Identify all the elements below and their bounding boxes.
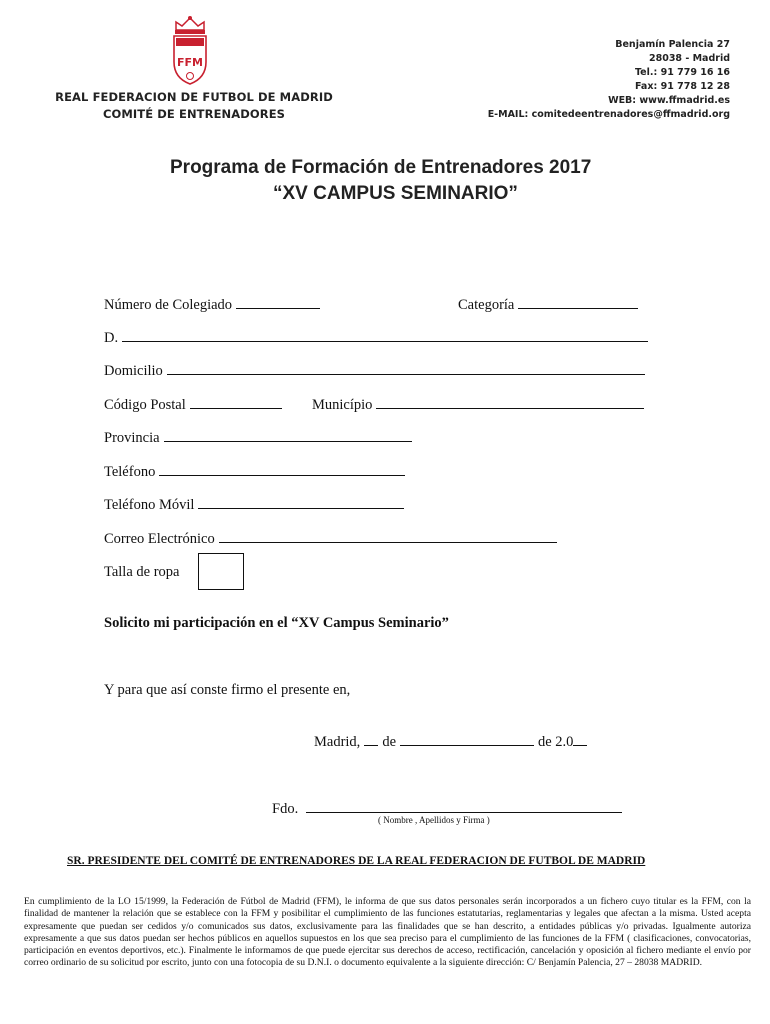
- ffm-crest-logo: [168, 14, 212, 88]
- domicilio-label: Domicilio: [104, 363, 163, 379]
- solicito-text: Solicito mi participación en el “XV Campus Seminario”: [104, 615, 449, 631]
- day-line[interactable]: [364, 733, 378, 746]
- field-categoria[interactable]: [458, 296, 638, 314]
- field-telefono-movil[interactable]: [104, 496, 404, 514]
- municipio-line[interactable]: [376, 396, 644, 409]
- de-label: de: [382, 734, 396, 750]
- conste-text: Y para que así conste firmo el presente en,: [104, 682, 351, 698]
- madrid-label: Madrid,: [314, 734, 361, 750]
- contact-web: WEB: www.ffmadrid.es: [608, 95, 730, 106]
- correo-line[interactable]: [219, 530, 557, 543]
- field-domicilio[interactable]: [104, 362, 645, 380]
- field-municipio[interactable]: [312, 396, 644, 414]
- field-telefono[interactable]: [104, 463, 405, 481]
- numero-colegiado-label: Número de Colegiado: [104, 297, 233, 313]
- contact-address: Benjamín Palencia 27: [615, 39, 730, 50]
- field-numero-colegiado[interactable]: [104, 296, 320, 314]
- year-prefix: de 2.0: [538, 734, 574, 750]
- codigo-postal-label: Código Postal: [104, 397, 186, 413]
- correo-label: Correo Electrónico: [104, 531, 215, 547]
- contact-phone: Tel.: 91 779 16 16: [634, 67, 730, 78]
- contact-block: [488, 38, 730, 122]
- d-label: D.: [104, 330, 119, 346]
- telefono-movil-label: Teléfono Móvil: [104, 497, 195, 513]
- talla-label: Talla de ropa: [104, 564, 180, 580]
- contact-email: E-MAIL: comitedeentrenadores@ffmadrid.org: [487, 109, 730, 120]
- page-subtitle: “XV CAMPUS SEMINARIO”: [273, 183, 518, 204]
- field-provincia[interactable]: [104, 429, 412, 447]
- telefono-line[interactable]: [159, 463, 405, 476]
- contact-fax: Fax: 91 778 12 28: [635, 81, 730, 92]
- month-line[interactable]: [400, 733, 534, 746]
- field-codigo-postal[interactable]: [104, 396, 282, 414]
- talla-box[interactable]: [198, 553, 244, 590]
- org-name: REAL FEDERACION DE FUTBOL DE MADRID: [55, 90, 333, 104]
- fecha-line[interactable]: [314, 733, 587, 751]
- municipio-label: Município: [312, 397, 373, 413]
- numero-colegiado-line[interactable]: [236, 296, 320, 309]
- d-line[interactable]: [122, 329, 648, 342]
- field-d[interactable]: [104, 329, 648, 347]
- codigo-postal-line[interactable]: [190, 396, 282, 409]
- categoria-line[interactable]: [518, 296, 638, 309]
- contact-city: 28038 - Madrid: [648, 53, 730, 64]
- domicilio-line[interactable]: [167, 362, 645, 375]
- crest-letters: FFM: [177, 56, 203, 69]
- field-correo[interactable]: [104, 530, 557, 548]
- page-title: Programa de Formación de Entrenadores 2017: [170, 157, 592, 178]
- provincia-line[interactable]: [164, 429, 412, 442]
- fdo-label: Fdo.: [272, 801, 299, 817]
- year-line[interactable]: [573, 733, 587, 746]
- addressee: SR. PRESIDENTE DEL COMITÉ DE ENTRENADORES DE LA REAL FEDERACION DE FUTBOL DE MADRID: [67, 855, 646, 867]
- signature-line[interactable]: [306, 800, 622, 813]
- signature-hint: ( Nombre , Apellidos y Firma ): [378, 815, 490, 825]
- telefono-label: Teléfono: [104, 464, 156, 480]
- telefono-movil-line[interactable]: [198, 496, 404, 509]
- categoria-label: Categoría: [458, 297, 515, 313]
- legal-notice: En cumplimiento de la LO 15/1999, la Federación de Fútbol de Madrid (FFM), le informa de que sus datos personales serán incorporados a un fichero cuyo titular es la FFM, con la finalidad de mantener la relación que se establece con la FFM y posibilitar el cumplimiento de las funciones estatutarias, reglamentarias y legales que afectan a la misma. Usted acepta expresamente que puedan ser cedidos y/o comunicados sus datos, exclusivamente para las finalidades que se han descrito, a entidades públicas y/o privadas. Igualmente autoriza expresamente a que sus datos puedan ser hechos públicos en aquellos supuestos en los que sea preciso para el cumplimiento de las funciones de la FFM ( clasificaciones, convocatorias, participación en eventos deportivos, etc.). Finalmente le informamos de que puede ejercitar sus derechos de acceso, rectificación, cancelación y oposición al fichero mediante el envío por correo ordinario de su solicitud por escrito, junto con una fotocopia de su D.N.I. o documento equivalente a la siguiente dirección: C/ Benjamín Palencia, 27 – 28038 MADRID.: [24, 896, 751, 969]
- committee-name: COMITÉ DE ENTRENADORES: [102, 107, 286, 121]
- provincia-label: Provincia: [104, 430, 160, 446]
